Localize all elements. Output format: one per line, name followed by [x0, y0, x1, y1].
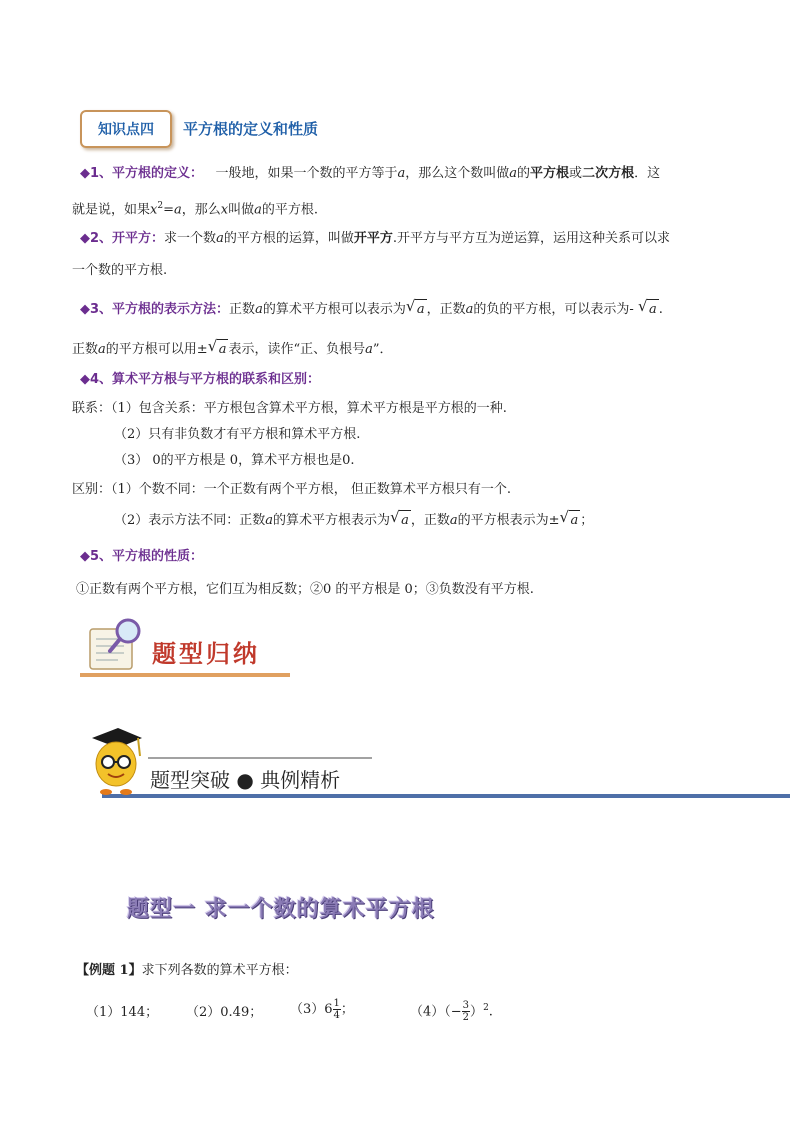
- var-a: a: [397, 166, 406, 181]
- diff-label: 区别：: [72, 482, 112, 497]
- text: .开平方与平方互为逆运算，运用这种关系可以求: [392, 231, 670, 246]
- representation-heading: ◆3、平方根的表示方法：: [80, 302, 230, 317]
- text: ）: [470, 1004, 484, 1020]
- text: 的算术平方根可以表示为: [262, 302, 406, 317]
- sqrt-a: [560, 510, 581, 531]
- representation-line-1: [80, 299, 663, 320]
- definition-line-2: [72, 196, 318, 220]
- denominator: 4: [333, 1010, 340, 1021]
- example-part-1: （1）144；: [86, 1005, 159, 1020]
- var-a: a: [174, 202, 182, 218]
- numerator: 1: [333, 998, 340, 1009]
- text: 正数: [229, 302, 256, 317]
- var-a: a: [254, 202, 262, 218]
- link-label: 联系：: [72, 401, 112, 416]
- var-a: a: [255, 302, 263, 317]
- text: 表示，读作“正、负根号: [228, 342, 366, 357]
- text: ，那么这个数叫做: [405, 166, 510, 181]
- var-a: a: [216, 231, 224, 246]
- var-a: a: [365, 342, 373, 357]
- text: （1）包含关系：平方根包含算术平方根，算术平方根是平方根的一种.: [111, 401, 507, 416]
- text: 的平方根可以用±: [105, 342, 208, 357]
- text: ，那么: [181, 202, 221, 218]
- text: 或: [569, 166, 583, 181]
- var-a: a: [265, 513, 274, 528]
- example-part-2: （2）0.49；: [186, 1005, 263, 1020]
- radical-icon: √: [637, 297, 648, 315]
- type-one-title: 题型一 求一个数的算术平方根: [127, 897, 435, 922]
- radicand: a: [647, 299, 659, 320]
- text: ；: [340, 1002, 354, 1017]
- text: （2）表示方法不同：正数: [114, 513, 266, 528]
- text: 就是说，如果: [72, 202, 151, 218]
- banner-blue-bar: [102, 794, 790, 798]
- fraction-three-halves: [462, 1000, 470, 1023]
- sqrt-a: [406, 299, 427, 320]
- representation-line-2: [72, 339, 393, 360]
- denominator: 2: [462, 1012, 470, 1024]
- relation-link-1: [72, 399, 507, 419]
- text: ”．: [372, 342, 393, 357]
- radical-icon: √: [405, 297, 416, 315]
- relation-heading: ◆4、算术平方根与平方根的联系和区别：: [80, 372, 321, 387]
- numerator: 3: [462, 1000, 470, 1012]
- open-square-line-1: [80, 229, 670, 249]
- text: （4）（−: [410, 1004, 462, 1020]
- text: 的算术平方根表示为: [273, 513, 391, 528]
- text: 一般地，如果一个数的平方等于: [215, 166, 398, 181]
- minus-sign: -: [629, 302, 638, 317]
- radicand: a: [399, 510, 411, 531]
- text: 的: [517, 166, 531, 181]
- exponent: 2: [483, 1003, 489, 1013]
- knowledge-point-title: 平方根的定义和性质: [183, 120, 319, 138]
- radical-icon: √: [390, 508, 400, 526]
- radical-icon: √: [559, 508, 570, 526]
- var-x: x: [150, 202, 158, 218]
- doctor-mascot-icon: [92, 728, 142, 795]
- text: 求一个数: [164, 231, 217, 246]
- fraction-one-quarter: [333, 998, 341, 1021]
- text: 的平方根.: [261, 202, 319, 218]
- text: 的平方根表示为±: [457, 513, 560, 528]
- text: 正数: [72, 342, 99, 357]
- sqrt-a: [638, 299, 659, 320]
- text: （1）个数不同：一个正数有两个平方根， 但正数算术平方根只有一个.: [111, 482, 512, 497]
- type-summary-title: 题型归纳: [152, 639, 260, 668]
- definition-heading: ◆1、平方根的定义：: [80, 166, 204, 181]
- var-a: a: [98, 342, 106, 357]
- var-x: x: [220, 202, 229, 218]
- text: .: [488, 1004, 493, 1020]
- radicand: a: [415, 299, 427, 320]
- text: ；: [580, 513, 594, 528]
- notepad-magnifier-icon: [90, 620, 139, 669]
- term-second-root: 二次方根: [582, 166, 635, 181]
- relation-link-3: （3） 0的平方根是 0，算术平方根也是0.: [114, 453, 355, 468]
- example-1-stem: [76, 961, 298, 981]
- term-square-root: 平方根: [530, 166, 570, 181]
- relation-diff-2: [114, 510, 593, 531]
- open-square-heading: ◆2、开平方：: [80, 231, 165, 246]
- open-square-line-2: 一个数的平方根.: [72, 263, 168, 278]
- sqrt-a: [208, 339, 229, 360]
- example-text: 求下列各数的算术平方根：: [141, 963, 298, 978]
- example-label: 【例题 1】: [76, 963, 142, 978]
- radicand: a: [569, 510, 581, 531]
- text: .: [658, 302, 663, 317]
- text: ，正数: [410, 513, 450, 528]
- text: （3）6: [290, 1002, 333, 1017]
- example-part-4: [410, 998, 493, 1023]
- properties-heading: ◆5、平方根的性质：: [80, 549, 204, 564]
- properties-text: ①正数有两个平方根，它们互为相反数；②0 的平方根是 0；③负数没有平方根.: [76, 582, 534, 597]
- var-a: a: [449, 513, 458, 528]
- type-breakthrough-title: 题型突破 ● 典例精析: [150, 768, 341, 792]
- example-part-3: [290, 998, 354, 1021]
- sqrt-a: [390, 510, 411, 531]
- term-open-square: 开平方: [353, 231, 393, 246]
- text: ，正数: [426, 302, 466, 317]
- relation-diff-1: [72, 480, 511, 500]
- text: =: [163, 202, 174, 218]
- radicand: a: [217, 339, 229, 360]
- relation-link-2: （2）只有非负数才有平方根和算术平方根.: [114, 427, 361, 442]
- text: 的负的平方根，可以表示为: [473, 302, 630, 317]
- exponent: 2: [157, 201, 164, 211]
- var-a: a: [465, 302, 474, 317]
- banner-underline: [80, 673, 290, 677]
- knowledge-point-label: 知识点四: [80, 110, 172, 148]
- radical-icon: √: [207, 337, 218, 355]
- definition-line-1: [80, 164, 660, 184]
- text: 叫做: [228, 202, 255, 218]
- text: ．这: [634, 166, 661, 181]
- var-a: a: [509, 166, 518, 181]
- text: 的平方根的运算，叫做: [223, 231, 354, 246]
